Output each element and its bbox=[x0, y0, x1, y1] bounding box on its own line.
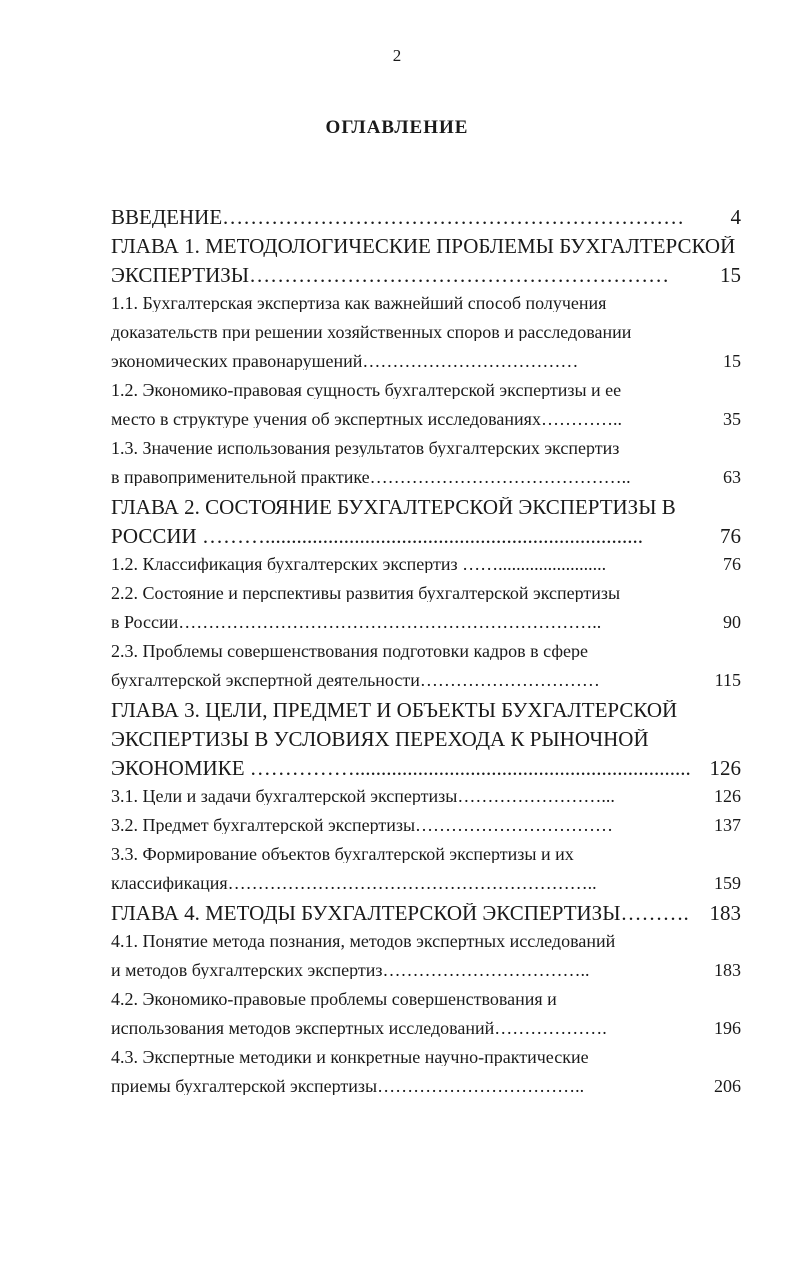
toc-entry-text: 4.1. Понятие метода познания, методов экспертных исследований bbox=[111, 932, 616, 950]
toc-entry bbox=[111, 584, 741, 602]
toc-entry bbox=[111, 1019, 741, 1037]
toc-entry bbox=[111, 816, 741, 834]
toc-entry bbox=[111, 613, 741, 631]
toc-entry bbox=[111, 468, 741, 486]
toc-entry bbox=[111, 787, 741, 805]
toc-entry-text: экономических правонарушений……………………………… bbox=[111, 352, 579, 370]
toc-entry-text: РОССИИ ………........................................................................ bbox=[111, 526, 643, 547]
toc-entry-page: 183 bbox=[714, 961, 741, 979]
toc-entry-text: бухгалтерской экспертной деятельности………………………… bbox=[111, 671, 600, 689]
toc-entry-page: 183 bbox=[709, 903, 741, 924]
toc-entry-text: использования методов экспертных исследований………………. bbox=[111, 1019, 607, 1037]
toc-entry-page: 35 bbox=[723, 410, 741, 428]
toc-entry-page: 15 bbox=[720, 265, 741, 286]
toc-entry-text: ЭКСПЕРТИЗЫ В УСЛОВИЯХ ПЕРЕХОДА К РЫНОЧНОЙ bbox=[111, 729, 649, 750]
toc-entry-text: 4.2. Экономико-правовые проблемы совершенствования и bbox=[111, 990, 557, 1008]
toc-entry bbox=[111, 729, 741, 750]
toc-entry bbox=[111, 932, 741, 950]
toc-entry-text: ВВЕДЕНИЕ………………………………………………………… bbox=[111, 207, 685, 228]
toc-entry bbox=[111, 294, 741, 312]
toc-entry bbox=[111, 642, 741, 660]
toc-entry bbox=[111, 1048, 741, 1066]
toc-entry bbox=[111, 352, 741, 370]
toc-entry-text: в России…………………………………………………………….. bbox=[111, 613, 602, 631]
toc-entry-page: 4 bbox=[730, 207, 741, 228]
page-number: 2 bbox=[392, 46, 402, 65]
toc-entry-page: 159 bbox=[714, 874, 741, 892]
toc-entry-text: классификация…………………………………………………….. bbox=[111, 874, 597, 892]
toc-entry-text: 4.3. Экспертные методики и конкретные научно-практические bbox=[111, 1048, 589, 1066]
toc-entry-text: ЭКОНОМИКЕ ……………................................................................ bbox=[111, 758, 691, 779]
toc-entry bbox=[111, 903, 741, 924]
toc-entry-text: приемы бухгалтерской экспертизы…………………………….. bbox=[111, 1077, 585, 1095]
toc-entry-page: 126 bbox=[714, 787, 741, 805]
toc-entry bbox=[111, 265, 741, 286]
toc-entry bbox=[111, 1077, 741, 1095]
toc-entry-text: 1.1. Бухгалтерская экспертиза как важнейший способ получения bbox=[111, 294, 607, 312]
toc-entry bbox=[111, 236, 741, 257]
toc-entry-text: место в структуре учения об экспертных исследованиях………….. bbox=[111, 410, 622, 428]
toc-entry-text: ГЛАВА 3. ЦЕЛИ, ПРЕДМЕТ И ОБЪЕКТЫ БУХГАЛТЕРСКОЙ bbox=[111, 700, 678, 721]
toc-entry bbox=[111, 874, 741, 892]
toc-entry-page: 126 bbox=[709, 758, 741, 779]
toc-entry bbox=[111, 990, 741, 1008]
toc-entry-text: 1.2. Экономико-правовая сущность бухгалтерской экспертизы и ее bbox=[111, 381, 622, 399]
toc-entry bbox=[111, 671, 741, 689]
toc-entry-text: 3.3. Формирование объектов бухгалтерской экспертизы и их bbox=[111, 845, 574, 863]
toc-entry bbox=[111, 207, 741, 228]
toc-entry-page: 76 bbox=[723, 555, 741, 573]
toc-entry-text: ГЛАВА 4. МЕТОДЫ БУХГАЛТЕРСКОЙ ЭКСПЕРТИЗЫ………. bbox=[111, 903, 689, 924]
toc-entry-page: 206 bbox=[714, 1077, 741, 1095]
toc-entry bbox=[111, 381, 741, 399]
toc-entry bbox=[111, 961, 741, 979]
toc-entry-page: 196 bbox=[714, 1019, 741, 1037]
toc-entry bbox=[111, 758, 741, 779]
toc-entry bbox=[111, 497, 741, 518]
toc-entry-text: в правоприменительной практике…………………………………….. bbox=[111, 468, 631, 486]
toc-entry-text: ЭКСПЕРТИЗЫ…………………………………………………… bbox=[111, 265, 670, 286]
toc-entry-page: 137 bbox=[714, 816, 741, 834]
toc-entry-text: доказательств при решении хозяйственных споров и расследовании bbox=[111, 323, 632, 341]
toc-entry-page: 63 bbox=[723, 468, 741, 486]
page-title: ОГЛАВЛЕНИЕ bbox=[325, 117, 469, 138]
toc-entry-text: 2.3. Проблемы совершенствования подготовки кадров в сфере bbox=[111, 642, 588, 660]
toc-entry-page: 90 bbox=[723, 613, 741, 631]
toc-entry bbox=[111, 555, 741, 573]
toc-entry-text: и методов бухгалтерских экспертиз…………………………….. bbox=[111, 961, 590, 979]
toc-entry-text: 3.2. Предмет бухгалтерской экспертизы…………………………… bbox=[111, 816, 614, 834]
toc-entry-page: 115 bbox=[714, 671, 741, 689]
toc-entry bbox=[111, 410, 741, 428]
toc-entry bbox=[111, 526, 741, 547]
toc-entry-text: ГЛАВА 2. СОСТОЯНИЕ БУХГАЛТЕРСКОЙ ЭКСПЕРТИЗЫ В bbox=[111, 497, 676, 518]
toc-entry-page: 76 bbox=[720, 526, 741, 547]
toc-entry-text: 1.3. Значение использования результатов бухгалтерских экспертиз bbox=[111, 439, 620, 457]
toc-entry bbox=[111, 845, 741, 863]
toc-entry bbox=[111, 323, 741, 341]
toc-entry-text: 1.2. Классификация бухгалтерских экспертиз ……........................ bbox=[111, 555, 607, 573]
toc-entry-text: ГЛАВА 1. МЕТОДОЛОГИЧЕСКИЕ ПРОБЛЕМЫ БУХГАЛТЕРСКОЙ bbox=[111, 236, 736, 257]
toc-entry bbox=[111, 700, 741, 721]
toc-entry-text: 3.1. Цели и задачи бухгалтерской экспертизы……………………... bbox=[111, 787, 615, 805]
toc-entry-page: 15 bbox=[723, 352, 741, 370]
toc-entry bbox=[111, 439, 741, 457]
toc-entry-text: 2.2. Состояние и перспективы развития бухгалтерской экспертизы bbox=[111, 584, 621, 602]
